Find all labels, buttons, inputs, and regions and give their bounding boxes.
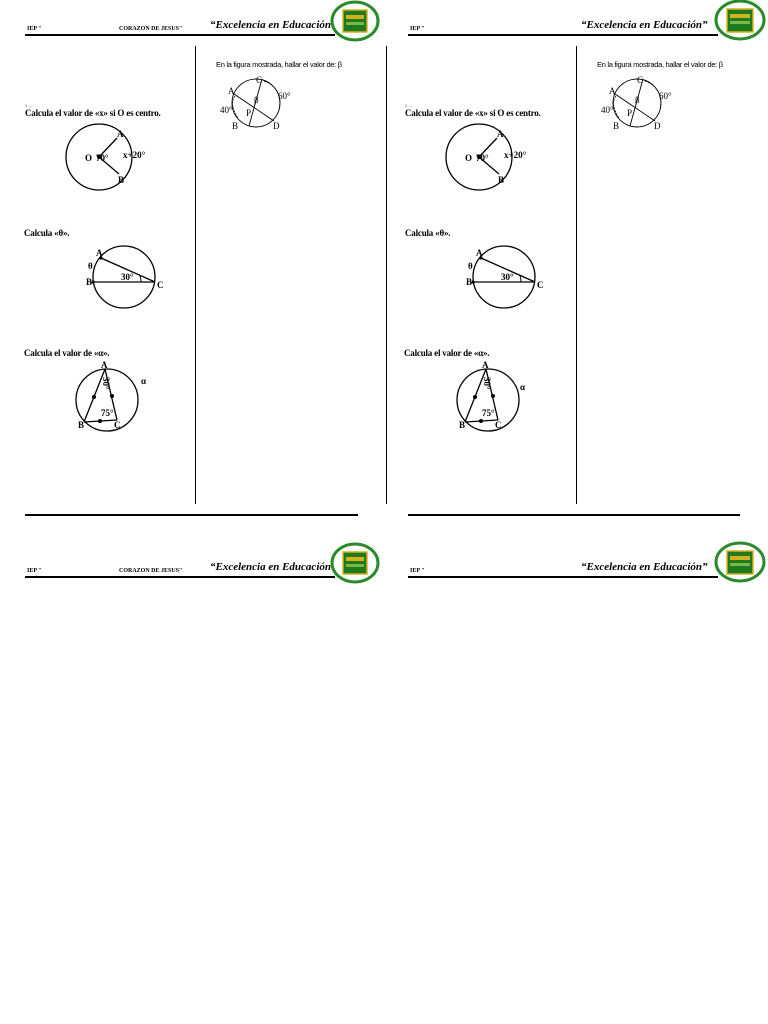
label-alpha: α: [520, 382, 526, 392]
school-prefix: IEP ": [410, 26, 425, 32]
label-arc: x+20°: [123, 150, 146, 160]
label-bottom-angle: 75°: [101, 408, 114, 418]
label-b: B: [459, 420, 466, 430]
label-arc-left: 40°: [220, 105, 233, 115]
label-o: O: [85, 153, 93, 163]
label-c: C: [495, 420, 502, 430]
label-bottom-angle: 75°: [482, 408, 495, 418]
label-b: B: [232, 121, 239, 131]
motto: “Excelencia en Educación: [210, 19, 331, 31]
label-b: B: [118, 175, 125, 185]
label-a: A: [228, 86, 235, 96]
problem-beta-text: En la figura mostrada, hallar el valor de: β: [216, 60, 342, 69]
label-c: C: [637, 75, 644, 85]
problem-number: 3.—: [25, 103, 33, 108]
label-angle: 30°: [121, 272, 134, 282]
label-arc: x+20°: [504, 150, 527, 160]
label-alpha: α: [141, 376, 147, 386]
label-angle: 30°: [501, 272, 514, 282]
motto: “Excelencia en Educación”: [581, 19, 708, 31]
label-c: C: [256, 75, 263, 85]
label-top-angle: 30°: [101, 377, 111, 390]
school-prefix: IEP ": [27, 568, 42, 574]
label-a: A: [482, 360, 489, 370]
label-a: A: [96, 248, 103, 258]
label-o: O: [465, 153, 473, 163]
label-c: C: [114, 420, 121, 430]
label-b: B: [78, 420, 85, 430]
label-b: B: [498, 175, 505, 185]
school-name: CORAZON DE JESUS": [119, 26, 183, 32]
label-b: B: [86, 277, 93, 287]
problem-number: 3.—: [405, 103, 413, 108]
label-a: A: [476, 248, 483, 258]
label-a: A: [101, 360, 108, 370]
label-arc-left: 40°: [601, 105, 614, 115]
problem-theta-text: Calcula «θ».: [405, 228, 451, 238]
problem-center-angle-text: Calcula el valor de «x» si O es centro.: [25, 108, 161, 118]
label-d: D: [273, 121, 280, 131]
label-angle: 70°: [476, 153, 489, 163]
motto: “Excelencia en Educación”: [581, 561, 708, 573]
problem-alpha-text: Calcula el valor de «α».: [24, 348, 110, 358]
label-theta: θ: [88, 261, 93, 271]
school-name: CORAZON DE JESUS": [119, 568, 183, 574]
label-a: A: [497, 129, 504, 139]
label-b: B: [613, 121, 620, 131]
label-d: D: [654, 121, 661, 131]
label-top-angle: 30°: [482, 377, 492, 390]
label-beta: β: [254, 95, 259, 105]
label-p: P: [246, 108, 252, 118]
problem-theta-text: Calcula «θ».: [24, 228, 70, 238]
label-a: A: [609, 86, 616, 96]
problem-alpha-text: Calcula el valor de «α».: [404, 348, 490, 358]
label-p: P: [627, 108, 633, 118]
label-c: C: [157, 280, 164, 290]
label-arc-right: 60°: [278, 91, 291, 101]
label-a: A: [117, 129, 124, 139]
school-prefix: IEP ": [27, 26, 42, 32]
label-b: B: [466, 277, 473, 287]
problem-center-angle-text: Calcula el valor de «x» si O es centro.: [405, 108, 541, 118]
label-arc-right: 60°: [659, 91, 672, 101]
school-prefix: IEP ": [410, 568, 425, 574]
label-angle: 70°: [96, 153, 109, 163]
motto: “Excelencia en Educación: [210, 561, 331, 573]
label-beta: β: [635, 95, 640, 105]
label-c: C: [537, 280, 544, 290]
problem-beta-text: En la figura mostrada, hallar el valor de: β: [597, 60, 723, 69]
label-theta: θ: [468, 261, 473, 271]
